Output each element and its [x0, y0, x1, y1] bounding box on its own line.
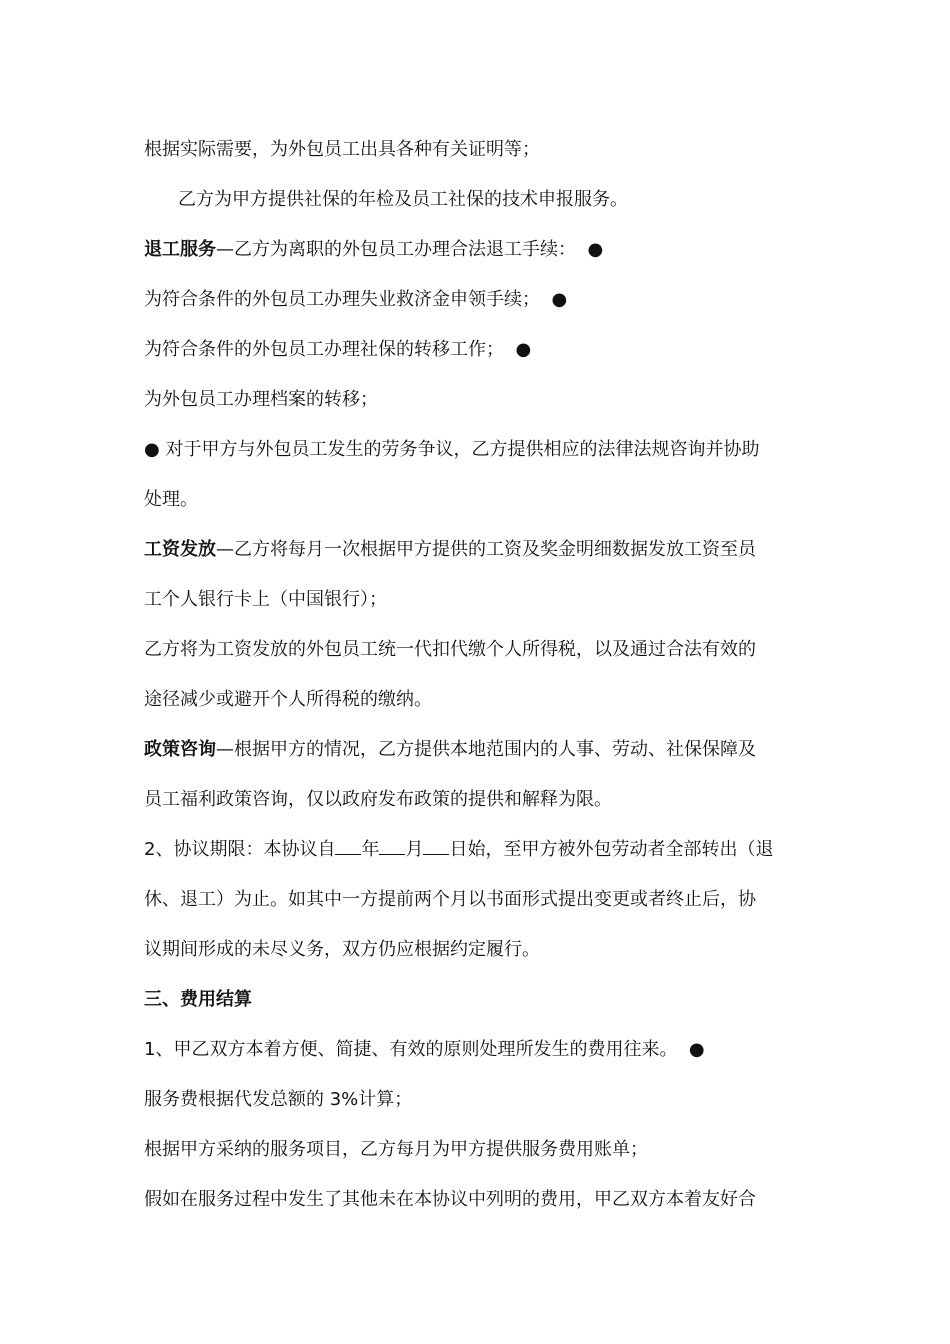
text-line — [144, 335, 814, 365]
blank-field-month — [379, 838, 405, 855]
text-line — [144, 735, 814, 765]
bullet-icon: ● — [688, 1039, 705, 1060]
text-line: 乙方为甲方提供社保的年检及员工社保的技术申报服务。 — [178, 189, 628, 210]
text-span: —乙方为离职的外包员工办理合法退工手续： — [216, 239, 576, 260]
text-line: 根据实际需要，为外包员工出具各种有关证明等； — [144, 139, 540, 160]
text-span: 日始，至甲方被外包劳动者全部转出（退 — [449, 839, 774, 860]
text-span: 为符合条件的外包员工办理社保的转移工作； — [144, 339, 504, 360]
text-line — [144, 535, 814, 565]
text-line: 途径减少或避开个人所得税的缴纳。 — [144, 689, 432, 710]
text-line — [144, 1035, 814, 1065]
text-span: 对于甲方与外包员工发生的劳务争议，乙方提供相应的法律法规咨询并协助 — [165, 439, 760, 460]
text-line — [144, 835, 814, 865]
blank-field-year — [335, 838, 361, 855]
bullet-icon: ● — [587, 239, 604, 260]
section-heading-payroll: 工资发放 — [144, 539, 216, 560]
section-heading-policy-consulting: 政策咨询 — [144, 739, 216, 760]
text-line: 根据甲方采纳的服务项目，乙方每月为甲方提供服务费用账单； — [144, 1139, 648, 1160]
text-line: 休、退工）为止。如其中一方提前两个月以书面形式提出变更或者终止后，协 — [144, 889, 756, 910]
text-line: 乙方将为工资发放的外包员工统一代扣代缴个人所得税，以及通过合法有效的 — [144, 639, 756, 660]
text-line: 服务费根据代发总额的 3%计算； — [144, 1089, 413, 1110]
text-line — [144, 235, 814, 265]
text-span: 1、甲乙双方本着方便、简捷、有效的原则处理所发生的费用往来。 — [144, 1039, 678, 1060]
text-line — [144, 435, 814, 465]
text-span: 月 — [405, 839, 424, 860]
bullet-icon: ● — [515, 339, 532, 360]
text-line: 假如在服务过程中发生了其他未在本协议中列明的费用，甲乙双方本着友好合 — [144, 1189, 756, 1210]
text-line: 处理。 — [144, 489, 198, 510]
bullet-icon: ● — [144, 439, 160, 460]
section-heading-fee-settlement: 三、费用结算 — [144, 989, 252, 1010]
text-line: 议期间形成的未尽义务，双方仍应根据约定履行。 — [144, 939, 540, 960]
text-line: 为外包员工办理档案的转移； — [144, 389, 378, 410]
bullet-icon: ● — [551, 289, 568, 310]
text-span: —根据甲方的情况，乙方提供本地范围内的人事、劳动、社保保障及 — [216, 739, 756, 760]
text-span: 为符合条件的外包员工办理失业救济金申领手续； — [144, 289, 540, 310]
blank-field-day — [423, 838, 449, 855]
text-span: 2、协议期限：本协议自 — [144, 839, 336, 860]
text-line: 员工福利政策咨询，仅以政府发布政策的提供和解释为限。 — [144, 789, 612, 810]
section-heading-retirement-service: 退工服务 — [144, 239, 216, 260]
text-span: 年 — [361, 839, 380, 860]
text-line: 工个人银行卡上（中国银行）； — [144, 589, 387, 610]
text-span: —乙方将每月一次根据甲方提供的工资及奖金明细数据发放工资至员 — [216, 539, 756, 560]
text-line — [144, 285, 814, 315]
